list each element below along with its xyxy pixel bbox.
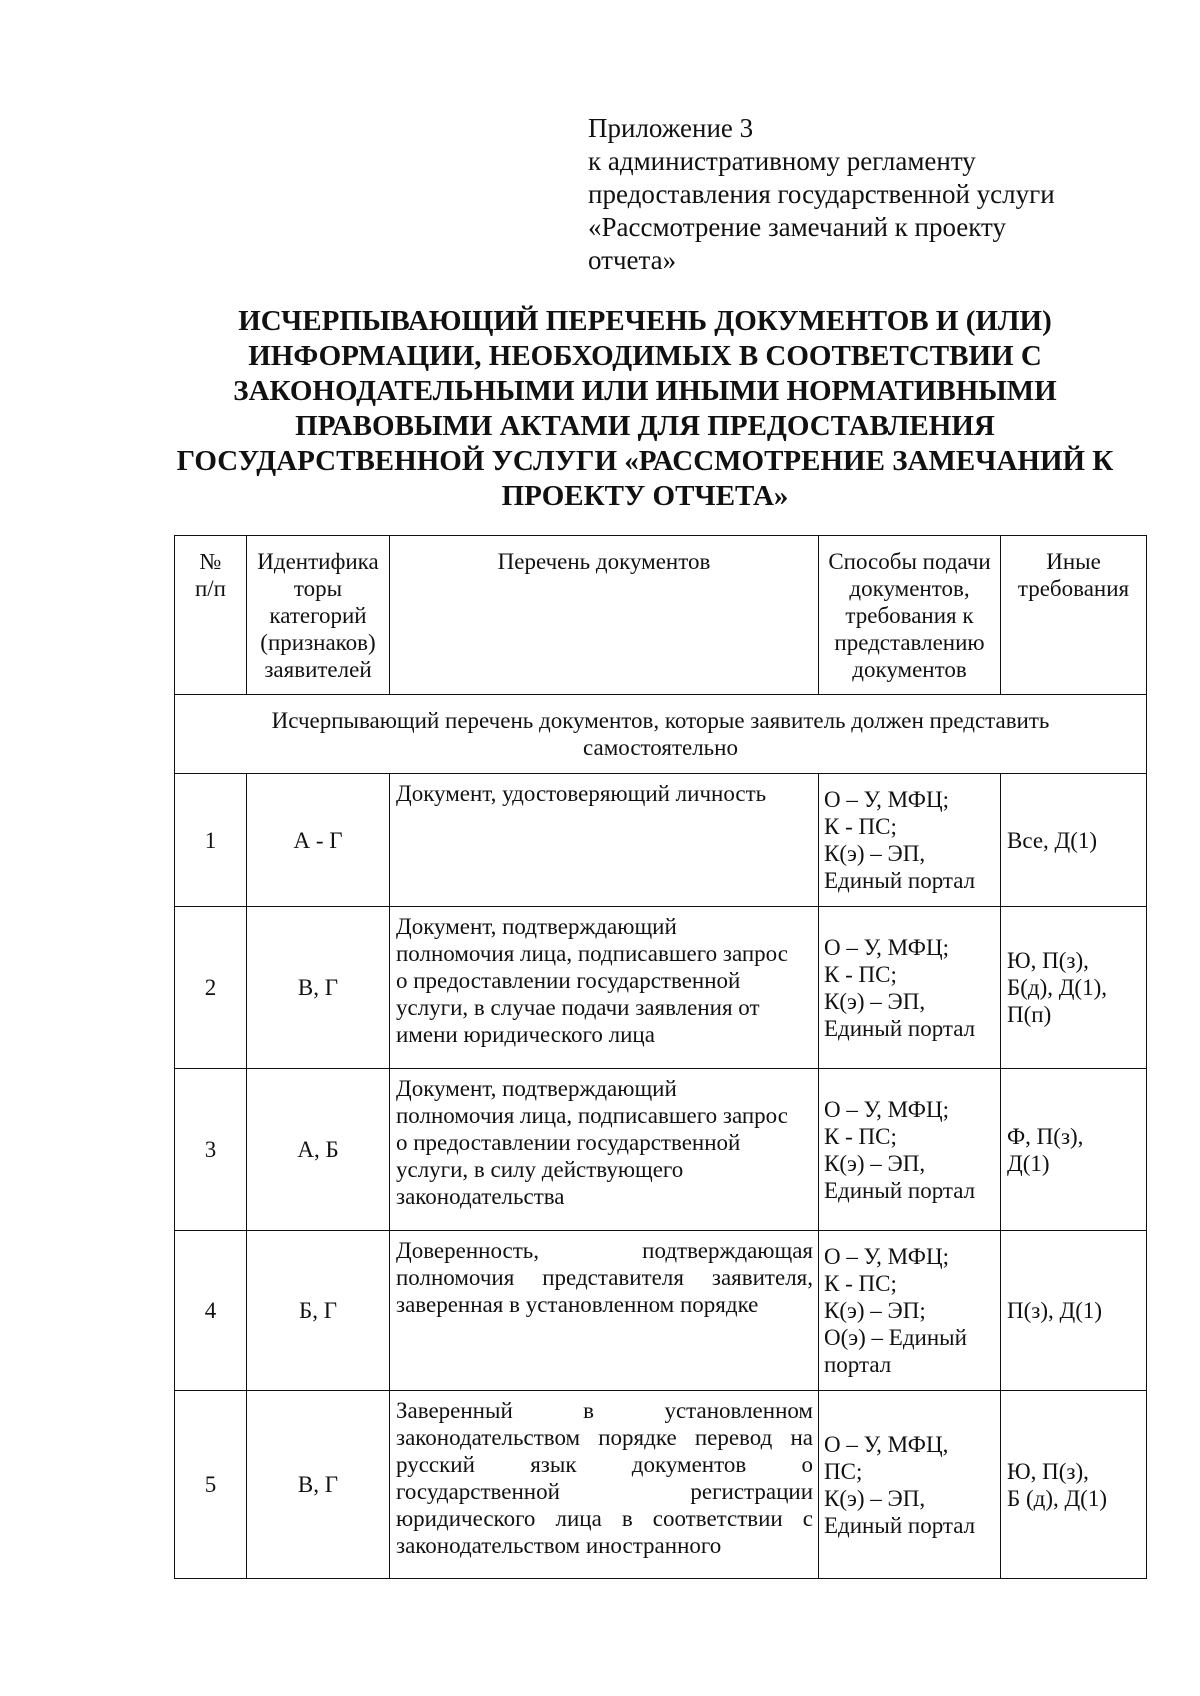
row-methods: О – У, МФЦ; К - ПС; К(э) – ЭП; О(э) – Единый портал — [819, 1231, 1001, 1391]
header-num: № п/п — [175, 536, 247, 695]
row-other-requirements: Ю, П(з), Б (д), Д(1) — [1001, 1391, 1147, 1579]
header-submission-methods: Способы подачи документов, требования к представлению документов — [819, 536, 1001, 695]
appendix-line: к административному регламенту — [588, 146, 976, 176]
title-line: ПРОЕКТУ ОТЧЕТА» — [501, 480, 789, 512]
documents-table — [174, 535, 1147, 1579]
table-row — [175, 774, 1147, 907]
appendix-line: предоставления государственной услуги — [588, 179, 1055, 209]
row-identifiers: В, Г — [247, 1391, 390, 1579]
table-row — [175, 1069, 1147, 1231]
row-documents: Документ, подтверждающий полномочия лица, подписавшего запрос о предоставлении государственной услуги, в силу действующего законодательства — [390, 1069, 819, 1231]
appendix-block — [588, 112, 1148, 277]
header-other-requirements: Иные требования — [1001, 536, 1147, 695]
row-methods: О – У, МФЦ, ПС; К(э) – ЭП, Единый портал — [819, 1391, 1001, 1579]
table-row — [175, 907, 1147, 1069]
row-methods: О – У, МФЦ; К - ПС; К(э) – ЭП, Единый портал — [819, 907, 1001, 1069]
row-number: 2 — [175, 907, 247, 1069]
title-line: ИСЧЕРПЫВАЮЩИЙ ПЕРЕЧЕНЬ ДОКУМЕНТОВ И (ИЛИ) — [238, 305, 1052, 337]
title-line: ИНФОРМАЦИИ, НЕОБХОДИМЫХ В СООТВЕТСТВИИ С — [248, 340, 1042, 372]
row-number: 4 — [175, 1231, 247, 1391]
header-identifiers: Идентифика торы категорий (признаков) заявителей — [247, 536, 390, 695]
row-number: 3 — [175, 1069, 247, 1231]
row-identifiers: Б, Г — [247, 1231, 390, 1391]
row-documents: Документ, подтверждающий полномочия лица, подписавшего запрос о предоставлении государственной услуги, в случае подачи заявления от имени юридического лица — [390, 907, 819, 1069]
title-line: ЗАКОНОДАТЕЛЬНЫМИ ИЛИ ИНЫМИ НОРМАТИВНЫМИ — [233, 375, 1057, 407]
section-heading: Исчерпывающий перечень документов, которые заявитель должен представить самостоятельно — [175, 695, 1147, 774]
row-other-requirements: Ф, П(з), Д(1) — [1001, 1069, 1147, 1231]
row-documents: Документ, удостоверяющий личность — [390, 774, 819, 907]
header-documents-list: Перечень документов — [390, 536, 819, 695]
row-other-requirements: П(з), Д(1) — [1001, 1231, 1147, 1391]
title-line: ПРАВОВЫМИ АКТАМИ ДЛЯ ПРЕДОСТАВЛЕНИЯ — [295, 410, 995, 442]
row-identifiers: А - Г — [247, 774, 390, 907]
row-methods: О – У, МФЦ; К - ПС; К(э) – ЭП, Единый портал — [819, 1069, 1001, 1231]
row-documents: Заверенный в установленном законодательством порядке перевод на русский язык документов о государственной регистрации юридического лица в соответствии с законодательством иностранного — [390, 1391, 819, 1579]
header-row — [175, 536, 1147, 695]
row-number: 5 — [175, 1391, 247, 1579]
row-identifiers: В, Г — [247, 907, 390, 1069]
appendix-line: Приложение 3 — [588, 113, 754, 143]
document-title — [120, 304, 1170, 514]
table-row — [175, 1391, 1147, 1579]
row-methods: О – У, МФЦ; К - ПС; К(э) – ЭП, Единый портал — [819, 774, 1001, 907]
row-other-requirements: Все, Д(1) — [1001, 774, 1147, 907]
row-identifiers: А, Б — [247, 1069, 390, 1231]
table-row — [175, 1231, 1147, 1391]
appendix-line: «Рассмотрение замечаний к проекту — [588, 212, 1006, 242]
row-number: 1 — [175, 774, 247, 907]
title-line: ГОСУДАРСТВЕННОЙ УСЛУГИ «РАССМОТРЕНИЕ ЗАМЕЧАНИЙ К — [176, 445, 1114, 477]
row-documents: Доверенность, подтверждающая полномочия представителя заявителя, заверенная в установленном порядке — [390, 1231, 819, 1391]
appendix-line: отчета» — [588, 245, 677, 275]
section-row — [175, 695, 1147, 774]
row-other-requirements: Ю, П(з), Б(д), Д(1), П(п) — [1001, 907, 1147, 1069]
